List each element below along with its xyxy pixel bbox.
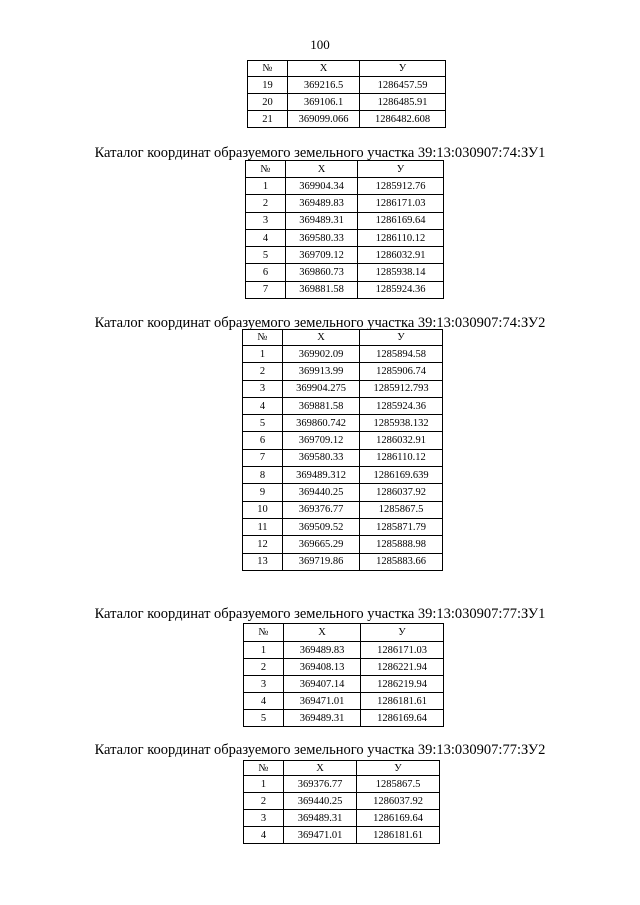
cell-x: 369509.52 xyxy=(283,518,360,535)
cell-x: 369471.01 xyxy=(284,693,361,710)
cell-y: 1285938.132 xyxy=(360,415,443,432)
cell-x: 369216.5 xyxy=(288,77,360,94)
cell-y: 1286032.91 xyxy=(358,247,444,264)
table-row xyxy=(243,536,443,553)
table-row xyxy=(244,659,444,676)
table-row xyxy=(246,195,444,212)
cell-x: 369489.31 xyxy=(286,212,358,229)
cell-x: 369440.25 xyxy=(283,484,360,501)
cell-y: 1285906.74 xyxy=(360,363,443,380)
cell-number: 7 xyxy=(243,449,283,466)
cell-y: 1286169.64 xyxy=(361,710,444,727)
cell-y: 1285871.79 xyxy=(360,518,443,535)
table-row xyxy=(243,415,443,432)
header-number: № xyxy=(243,330,283,346)
coordinates-table xyxy=(245,160,444,299)
cell-number: 3 xyxy=(244,810,284,827)
cell-y: 1285912.76 xyxy=(358,178,444,195)
cell-number: 1 xyxy=(246,178,286,195)
cell-number: 8 xyxy=(243,467,283,484)
page-number: 100 xyxy=(310,37,330,52)
table-row xyxy=(243,449,443,466)
cell-number: 19 xyxy=(248,77,288,94)
cell-number: 11 xyxy=(243,518,283,535)
cell-number: 2 xyxy=(246,195,286,212)
cell-x: 369913.99 xyxy=(283,363,360,380)
cell-x: 369489.312 xyxy=(283,467,360,484)
table-row xyxy=(246,281,444,298)
cell-y: 1286110.12 xyxy=(358,229,444,246)
cell-y: 1285883.66 xyxy=(360,553,443,570)
table-row xyxy=(244,676,444,693)
table-row xyxy=(243,432,443,449)
cell-y: 1286169.639 xyxy=(360,467,443,484)
header-x: Х xyxy=(286,161,358,178)
table-row xyxy=(243,397,443,414)
cell-x: 369489.83 xyxy=(284,642,361,659)
cell-x: 369665.29 xyxy=(283,536,360,553)
cell-x: 369471.01 xyxy=(284,827,357,844)
cell-x: 369860.73 xyxy=(286,264,358,281)
table-row xyxy=(248,77,446,94)
cell-y: 1286171.03 xyxy=(358,195,444,212)
cell-y: 1286181.61 xyxy=(357,827,440,844)
cell-y: 1285924.36 xyxy=(358,281,444,298)
table-row xyxy=(246,212,444,229)
cell-number: 12 xyxy=(243,536,283,553)
cell-x: 369489.31 xyxy=(284,710,361,727)
cell-x: 369580.33 xyxy=(283,449,360,466)
table-header-row xyxy=(246,161,444,178)
table-row xyxy=(244,827,440,844)
cell-x: 369881.58 xyxy=(286,281,358,298)
table-header-row xyxy=(244,761,440,776)
cell-number: 7 xyxy=(246,281,286,298)
cell-number: 2 xyxy=(244,659,284,676)
table-row xyxy=(244,693,444,710)
cell-number: 1 xyxy=(244,642,284,659)
cell-x: 369904.275 xyxy=(283,380,360,397)
cell-number: 5 xyxy=(246,247,286,264)
cell-x: 369902.09 xyxy=(283,346,360,363)
table-row xyxy=(243,518,443,535)
cell-number: 4 xyxy=(243,397,283,414)
cell-number: 6 xyxy=(246,264,286,281)
cell-number: 4 xyxy=(246,229,286,246)
cell-x: 369099.066 xyxy=(288,111,360,128)
cell-y: 1285912.793 xyxy=(360,380,443,397)
cell-y: 1286219.94 xyxy=(361,676,444,693)
table-row xyxy=(243,484,443,501)
header-x: Х xyxy=(283,330,360,346)
catalog-caption: Каталог координат образуемого земельного участка 39:13:030907:74:ЗУ2 xyxy=(94,315,546,331)
table-header-row xyxy=(243,330,443,346)
cell-x: 369709.12 xyxy=(286,247,358,264)
cell-x: 369709.12 xyxy=(283,432,360,449)
cell-x: 369407.14 xyxy=(284,676,361,693)
header-number: № xyxy=(248,61,288,77)
cell-number: 10 xyxy=(243,501,283,518)
cell-y: 1285924.36 xyxy=(360,397,443,414)
table-row xyxy=(246,247,444,264)
cell-number: 5 xyxy=(243,415,283,432)
cell-number: 1 xyxy=(244,776,284,793)
cell-x: 369881.58 xyxy=(283,397,360,414)
cell-number: 3 xyxy=(246,212,286,229)
cell-y: 1286110.12 xyxy=(360,449,443,466)
cell-x: 369904.34 xyxy=(286,178,358,195)
cell-number: 9 xyxy=(243,484,283,501)
cell-number: 1 xyxy=(243,346,283,363)
cell-x: 369489.83 xyxy=(286,195,358,212)
table-row xyxy=(246,229,444,246)
cell-x: 369408.13 xyxy=(284,659,361,676)
table-row xyxy=(246,264,444,281)
table-row xyxy=(243,380,443,397)
table-row xyxy=(243,363,443,380)
cell-y: 1286221.94 xyxy=(361,659,444,676)
table-row xyxy=(248,111,446,128)
cell-y: 1285938.14 xyxy=(358,264,444,281)
cell-number: 3 xyxy=(243,380,283,397)
table-row xyxy=(243,346,443,363)
catalog-caption: Каталог координат образуемого земельного участка 39:13:030907:77:ЗУ2 xyxy=(94,742,546,758)
catalog-caption: Каталог координат образуемого земельного участка 39:13:030907:74:ЗУ1 xyxy=(94,145,546,161)
header-y: У xyxy=(361,624,444,642)
coordinates-table xyxy=(243,760,440,844)
table-row xyxy=(248,94,446,111)
cell-y: 1286037.92 xyxy=(360,484,443,501)
cell-y: 1286169.64 xyxy=(358,212,444,229)
coordinates-table xyxy=(243,623,444,727)
cell-number: 6 xyxy=(243,432,283,449)
catalog-caption: Каталог координат образуемого земельного участка 39:13:030907:77:ЗУ1 xyxy=(94,606,546,622)
cell-x: 369489.31 xyxy=(284,810,357,827)
header-x: Х xyxy=(288,61,360,77)
cell-y: 1286181.61 xyxy=(361,693,444,710)
cell-x: 369376.77 xyxy=(284,776,357,793)
cell-y: 1286169.64 xyxy=(357,810,440,827)
header-y: У xyxy=(360,61,446,77)
header-x: Х xyxy=(284,624,361,642)
cell-y: 1286482.608 xyxy=(360,111,446,128)
table-row xyxy=(244,810,440,827)
cell-number: 4 xyxy=(244,693,284,710)
table-row xyxy=(243,553,443,570)
coordinates-table xyxy=(242,329,443,571)
table-header-row xyxy=(244,624,444,642)
cell-x: 369719.86 xyxy=(283,553,360,570)
cell-number: 13 xyxy=(243,553,283,570)
cell-y: 1285888.98 xyxy=(360,536,443,553)
cell-y: 1286485.91 xyxy=(360,94,446,111)
table-header-row xyxy=(248,61,446,77)
table-row xyxy=(244,710,444,727)
cell-x: 369580.33 xyxy=(286,229,358,246)
cell-number: 4 xyxy=(244,827,284,844)
table-row xyxy=(244,793,440,810)
header-number: № xyxy=(244,761,284,776)
header-y: У xyxy=(357,761,440,776)
coordinates-table xyxy=(247,60,446,128)
cell-number: 2 xyxy=(243,363,283,380)
cell-x: 369860.742 xyxy=(283,415,360,432)
cell-y: 1286037.92 xyxy=(357,793,440,810)
table-row xyxy=(244,642,444,659)
cell-x: 369376.77 xyxy=(283,501,360,518)
table-row xyxy=(243,501,443,518)
header-number: № xyxy=(244,624,284,642)
header-y: У xyxy=(358,161,444,178)
cell-number: 21 xyxy=(248,111,288,128)
table-row xyxy=(246,178,444,195)
table-row xyxy=(244,776,440,793)
cell-y: 1285867.5 xyxy=(360,501,443,518)
cell-y: 1285894.58 xyxy=(360,346,443,363)
cell-y: 1286171.03 xyxy=(361,642,444,659)
cell-number: 20 xyxy=(248,94,288,111)
cell-x: 369106.1 xyxy=(288,94,360,111)
header-number: № xyxy=(246,161,286,178)
cell-y: 1286032.91 xyxy=(360,432,443,449)
cell-y: 1285867.5 xyxy=(357,776,440,793)
header-y: У xyxy=(360,330,443,346)
cell-number: 3 xyxy=(244,676,284,693)
header-x: Х xyxy=(284,761,357,776)
cell-number: 5 xyxy=(244,710,284,727)
table-row xyxy=(243,467,443,484)
cell-number: 2 xyxy=(244,793,284,810)
cell-y: 1286457.59 xyxy=(360,77,446,94)
cell-x: 369440.25 xyxy=(284,793,357,810)
